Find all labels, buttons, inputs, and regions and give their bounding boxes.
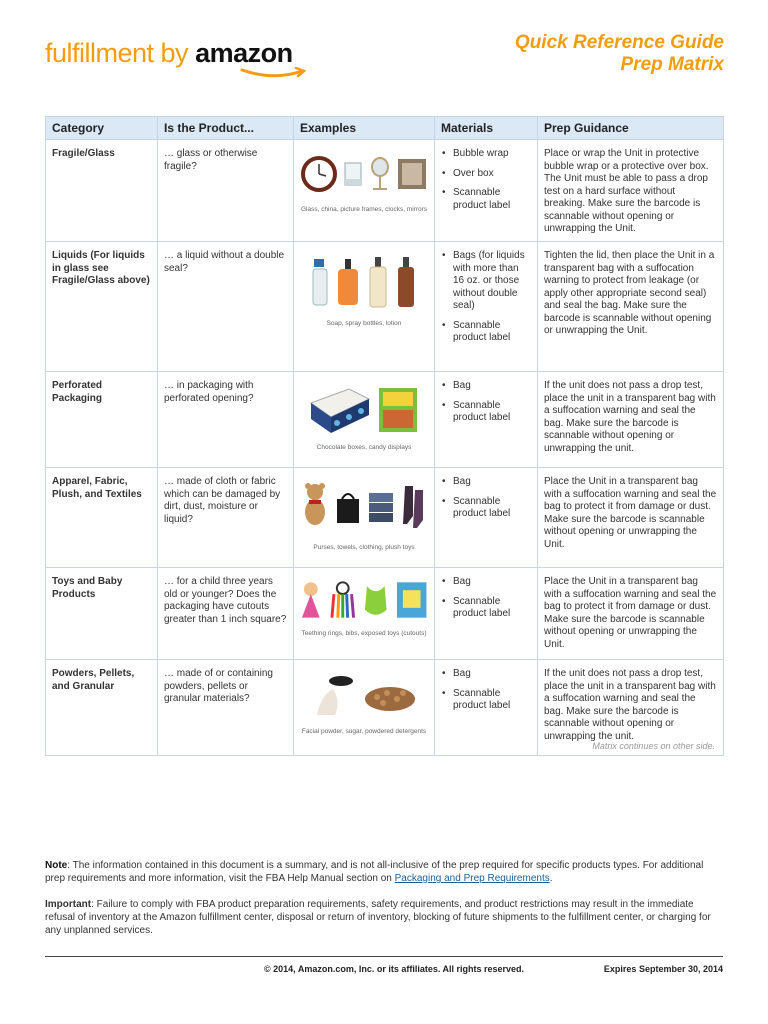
purse-icon xyxy=(335,489,361,525)
row-category: Liquids (For liquids in glass see Fragile/Glass above) xyxy=(46,242,158,372)
material-item: • Scannable product label xyxy=(453,187,531,212)
row-materials xyxy=(435,242,538,372)
row-guidance: Place the Unit in a transparent bag with a suffocation warning and seal the bag to protect it from damage or dust. Make sure the barcode is scannable without opening or unwrapping the Unit. xyxy=(538,468,724,568)
row-category: Apparel, Fabric, Plush, and Textiles xyxy=(46,468,158,568)
chocolate-box-icon xyxy=(309,383,371,435)
clock-icon xyxy=(301,156,337,192)
material-item: • Bag xyxy=(453,476,531,489)
row-materials xyxy=(435,140,538,242)
row-question: … made of or containing powders, pellets or granular materials? xyxy=(158,660,294,756)
header-category: Category xyxy=(46,117,158,140)
mirror-icon xyxy=(369,156,391,192)
row-materials xyxy=(435,468,538,568)
boxed-toy-icon xyxy=(395,580,428,620)
spray-bottle-icon xyxy=(311,257,329,307)
material-item: • Bag xyxy=(453,380,531,393)
row-question: … in packaging with perforated opening? xyxy=(158,372,294,468)
logo-word1: fulfillment by xyxy=(45,38,196,68)
important-label: Important xyxy=(45,899,92,910)
row-guidance xyxy=(538,660,724,756)
amazon-smile-icon xyxy=(240,67,308,79)
row-examples xyxy=(294,468,435,568)
material-item: • Bubble wrap xyxy=(453,148,531,161)
examples-caption: Chocolate boxes, candy displays xyxy=(316,444,412,451)
row-examples xyxy=(294,568,435,660)
material-item: • Scannable product label xyxy=(453,400,531,425)
row-guidance: Place or wrap the Unit in protective bubble wrap or a protective over box. The Unit must be able to pass a drop test on a hard surface without breaking. Make sure the barcode is scannable without opening or unwrapping the Unit. xyxy=(538,140,724,242)
glass-icon xyxy=(343,161,363,187)
important-paragraph xyxy=(45,898,725,937)
candy-display-icon xyxy=(377,384,419,434)
examples-caption: Teething rings, bibs, exposed toys (cutouts) xyxy=(301,630,427,637)
guidance-text: If the unit does not pass a drop test, place the unit in a transparent bag with a suffocation warning and seal the bag. Make sure the barcode is scannable without opening or unwrapping the unit. xyxy=(544,668,716,742)
plush-bear-icon xyxy=(301,482,329,532)
packaging-prep-link[interactable]: Packaging and Prep Requirements xyxy=(394,873,550,884)
row-question: … made of cloth or fabric which can be damaged by dirt, dust, moisture or liquid? xyxy=(158,468,294,568)
title-line2: Prep Matrix xyxy=(620,54,724,75)
examples-caption: Glass, china, picture frames, clocks, mirrors xyxy=(300,206,428,213)
material-item: • Bag xyxy=(453,576,531,589)
lotion-bottle-icon xyxy=(395,255,417,309)
header-is-the-product: Is the Product... xyxy=(158,117,294,140)
row-materials xyxy=(435,372,538,468)
doll-toy-icon xyxy=(300,580,322,620)
material-item: • Scannable product label xyxy=(453,596,531,621)
row-question: … for a child three years old or younger? Does the packaging have cutouts greater than 1 inch square? xyxy=(158,568,294,660)
row-guidance: Place the Unit in a transparent bag with a suffocation warning and seal the bag to protect it from damage or dust. Make sure the barcode is scannable without opening or unwrapping the Unit. xyxy=(538,568,724,660)
note-paragraph xyxy=(45,859,725,885)
examples-caption: Facial powder, sugar, powdered detergents xyxy=(301,728,427,735)
socks-icon xyxy=(401,484,427,530)
material-item: • Bags (for liquids with more than 16 oz. or those without double seal) xyxy=(453,250,531,313)
material-item: • Scannable product label xyxy=(453,688,531,713)
table-row xyxy=(46,660,724,756)
towels-icon xyxy=(367,489,395,525)
row-question: … a liquid without a double seal? xyxy=(158,242,294,372)
document-title xyxy=(515,32,724,76)
title-line1: Quick Reference Guide xyxy=(514,32,724,53)
note-label: Note xyxy=(45,860,68,871)
table-row xyxy=(46,140,724,242)
soap-bottle-icon xyxy=(335,257,361,307)
granules-icon xyxy=(363,677,417,713)
prep-matrix-table xyxy=(45,116,724,756)
row-question: … glass or otherwise fragile? xyxy=(158,140,294,242)
row-category: Powders, Pellets, and Granular xyxy=(46,660,158,756)
important-text: : Failure to comply with FBA product preparation requirements, safety requirements, and product restrictions may result in the immediate refusal of inventory at the Amazon fulfillment center, disposal or return of inventory, blocking of future shipments to the fulfillment center, or charging for any unplanned services. xyxy=(45,899,711,936)
bib-icon xyxy=(363,582,389,618)
picture-frame-icon xyxy=(397,158,427,190)
header-prep-guidance: Prep Guidance xyxy=(538,117,724,140)
continues-note: Matrix continues on other side. xyxy=(592,740,715,751)
footer-divider xyxy=(45,956,723,957)
row-examples xyxy=(294,372,435,468)
row-category: Perforated Packaging xyxy=(46,372,158,468)
note-text: : The information contained in this document is a summary, and is not all-inclusive of the prep required for specific products types. For additional prep requirements and more information, visit the FBA Help Manual section on xyxy=(45,860,704,884)
table-row xyxy=(46,568,724,660)
row-guidance: Tighten the lid, then place the Unit in a transparent bag with a suffocation warning to protect from leakage (or apply other appropriate second seal) and seal the bag. Make sure the barcode is scannable without opening or unwrapping the Unit. xyxy=(538,242,724,372)
row-category: Toys and Baby Products xyxy=(46,568,158,660)
logo-word2: amazon xyxy=(195,38,293,68)
fba-logo xyxy=(45,36,325,84)
examples-caption: Soap, spray bottles, lotion xyxy=(326,320,402,327)
teething-ring-icon xyxy=(328,580,357,620)
material-item: • Bag xyxy=(453,668,531,681)
powder-icon xyxy=(311,671,357,719)
table-header-row xyxy=(46,117,724,140)
material-item: • Scannable product label xyxy=(453,496,531,521)
row-category: Fragile/Glass xyxy=(46,140,158,242)
expiry-date: Expires September 30, 2014 xyxy=(603,964,723,974)
table-row xyxy=(46,468,724,568)
row-materials xyxy=(435,568,538,660)
material-item: • Scannable product label xyxy=(453,320,531,345)
row-guidance: If the unit does not pass a drop test, place the unit in a transparent bag with a suffocation warning and seal the bag. Make sure the barcode is scannable without opening or unwrapping the unit. xyxy=(538,372,724,468)
note-end: . xyxy=(549,873,553,884)
material-item: • Over box xyxy=(453,168,531,181)
row-examples xyxy=(294,242,435,372)
lotion-bottle-icon xyxy=(367,255,389,309)
header-examples: Examples xyxy=(294,117,435,140)
row-examples xyxy=(294,140,435,242)
examples-caption: Purses, towels, clothing, plush toys xyxy=(313,544,415,551)
row-examples xyxy=(294,660,435,756)
header-materials: Materials xyxy=(435,117,538,140)
row-materials xyxy=(435,660,538,756)
table-row xyxy=(46,372,724,468)
copyright: © 2014, Amazon.com, Inc. or its affiliates. All rights reserved. xyxy=(264,964,525,974)
table-row xyxy=(46,242,724,372)
